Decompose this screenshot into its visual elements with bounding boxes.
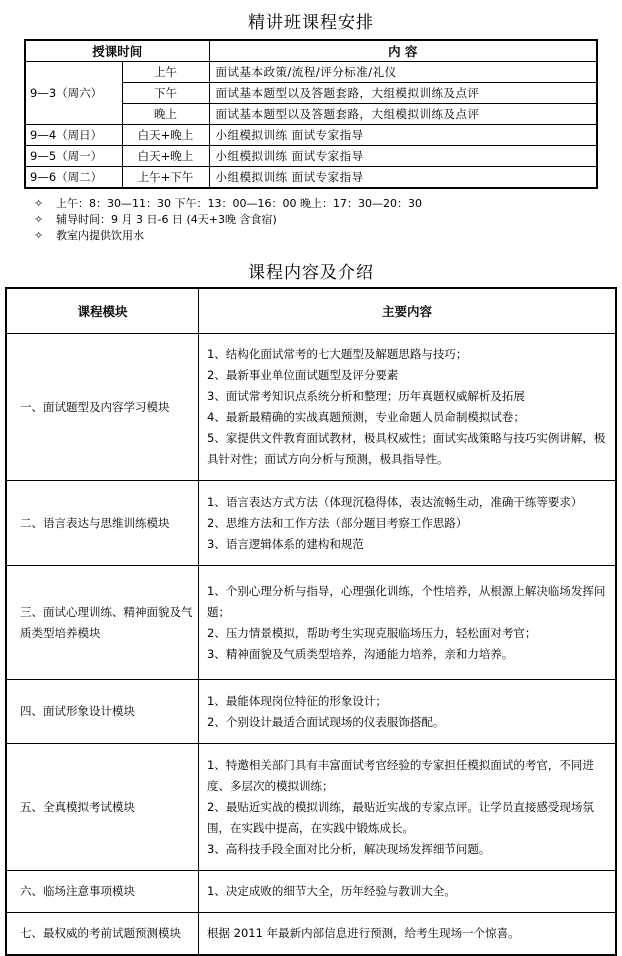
module-line: 3、高科技手段全面对比分析，解决现场发挥细节问题。 xyxy=(207,841,491,856)
schedule-period: 下午 xyxy=(122,83,209,104)
module-row xyxy=(6,913,616,955)
module-name: 六、临场注意事项模块 xyxy=(6,871,199,913)
module-line: 1、个别心理分析与指导，心理强化训练，个性培养，从根源上解决临场发挥问题； xyxy=(207,583,606,619)
note-text: 教室内提供饮用水 xyxy=(56,229,144,242)
schedule-content: 小组模拟训练 面试专家指导 xyxy=(209,125,597,146)
module-line: 2、压力情景模拟，帮助考生实现克服临场压力，轻松面对考官； xyxy=(207,625,537,640)
module-row xyxy=(6,680,616,744)
diamond-bullet-icon: ✧ xyxy=(34,229,44,242)
module-line: 1、决定成败的细节大全，历年经验与教训大全。 xyxy=(207,884,456,898)
module-line: 3、精神面貌及气质类型培养，沟通能力培养，亲和力培养。 xyxy=(207,646,514,661)
modules-header-row xyxy=(6,288,616,334)
module-line: 2、最新事业单位面试题型及评分要素 xyxy=(207,368,399,382)
note-text: 辅导时间：9 月 3 日-6 日 (4天+3晚 含食宿) xyxy=(56,213,277,226)
schedule-date: 9—4（周日） xyxy=(25,125,122,146)
schedule-content: 面试基本政策/流程/评分标准/礼仪 xyxy=(209,62,597,83)
modules-header-module: 课程模块 xyxy=(6,288,199,334)
note-item xyxy=(34,212,422,228)
modules-table xyxy=(5,287,617,956)
module-line: 1、语言表达方式方法（体现沉稳得体，表达流畅生动，准确干练等要求） xyxy=(207,494,583,509)
module-content xyxy=(199,334,617,481)
schedule-row xyxy=(25,146,597,167)
module-line: 2、思维方法和工作方法（部分题目考察工作思路） xyxy=(207,515,468,530)
module-row xyxy=(6,871,616,913)
schedule-period: 晚上 xyxy=(122,104,209,125)
module-name: 七、最权威的考前试题预测模块 xyxy=(6,913,199,955)
module-line: 根据 2011 年最新内部信息进行预测，给考生现场一个惊喜。 xyxy=(207,925,520,940)
module-name: 五、全真模拟考试模块 xyxy=(6,744,199,871)
schedule-header-row xyxy=(25,40,597,62)
schedule-content: 小组模拟训练 面试专家指导 xyxy=(209,146,597,167)
diamond-bullet-icon: ✧ xyxy=(34,213,44,226)
module-line: 3、语言逻辑体系的建构和规范 xyxy=(207,536,364,551)
schedule-content: 面试基本题型以及答题套路，大组模拟训练及点评 xyxy=(209,104,597,125)
modules-header-content: 主要内容 xyxy=(199,288,617,334)
module-name: 三、面试心理训练、精神面貌及气质类型培养模块 xyxy=(6,566,199,680)
module-content xyxy=(199,481,617,566)
module-content xyxy=(199,913,617,955)
module-line: 1、结构化面试常考的七大题型及解题思路与技巧； xyxy=(207,347,468,361)
schedule-notes xyxy=(34,196,422,244)
schedule-content: 小组模拟训练 面试专家指导 xyxy=(209,167,597,189)
module-content xyxy=(199,744,617,871)
schedule-date: 9—3（周六） xyxy=(25,62,122,125)
schedule-content: 面试基本题型以及答题套路，大组模拟训练及点评 xyxy=(209,83,597,104)
schedule-row xyxy=(25,167,597,189)
schedule-date: 9—5（周一） xyxy=(25,146,122,167)
note-item xyxy=(34,228,422,244)
schedule-table xyxy=(24,39,598,189)
module-line: 2、最贴近实战的模拟训练，最贴近实战的专家点评。让学员直接感受现场氛围，在实践中提高，在实践中锻炼成长。 xyxy=(207,799,594,835)
schedule-title: 精讲班课程安排 xyxy=(248,13,374,33)
module-name: 一、面试题型及内容学习模块 xyxy=(6,334,199,481)
module-row xyxy=(6,566,616,680)
module-name: 四、面试形象设计模块 xyxy=(6,680,199,744)
module-content xyxy=(199,566,617,680)
modules-title: 课程内容及介绍 xyxy=(248,263,374,283)
module-line: 1、最能体现岗位特征的形象设计； xyxy=(207,693,387,708)
schedule-row xyxy=(25,125,597,146)
schedule-row xyxy=(25,62,597,83)
module-line: 2、个别设计最适合面试现场的仪表服饰搭配。 xyxy=(207,714,445,729)
schedule-header-content: 内 容 xyxy=(209,40,597,62)
schedule-period: 上午+下午 xyxy=(122,167,209,189)
module-row xyxy=(6,481,616,566)
schedule-period: 白天+晚上 xyxy=(122,146,209,167)
module-content xyxy=(199,680,617,744)
schedule-date: 9—6（周二） xyxy=(25,167,122,189)
note-item xyxy=(34,196,422,212)
module-line: 4、最新最精确的实战真题预测，专业命题人员命制模拟试卷； xyxy=(207,410,525,424)
module-line: 5、家提供文件教育面试教材，极具权威性；面试实战策略与技巧实例讲解，极具针对性；面试方向分析与预测，极具指导性。 xyxy=(207,431,606,466)
module-line: 3、面试常考知识点系统分析和整理；历年真题权威解析及拓展 xyxy=(207,389,525,403)
note-text: 上午：8：30—11：30 下午：13：00—16：00 晚上：17：30—20：30 xyxy=(56,197,422,210)
schedule-period: 白天+晚上 xyxy=(122,125,209,146)
module-content xyxy=(199,871,617,913)
module-line: 1、特邀相关部门具有丰富面试考官经验的专家担任模拟面试的考官，不同进度、多层次的模拟训练； xyxy=(207,757,594,793)
schedule-period: 上午 xyxy=(122,62,209,83)
diamond-bullet-icon: ✧ xyxy=(34,197,44,210)
module-row xyxy=(6,744,616,871)
module-row xyxy=(6,334,616,481)
module-name: 二、语言表达与思维训练模块 xyxy=(6,481,199,566)
schedule-header-time: 授课时间 xyxy=(25,40,209,62)
